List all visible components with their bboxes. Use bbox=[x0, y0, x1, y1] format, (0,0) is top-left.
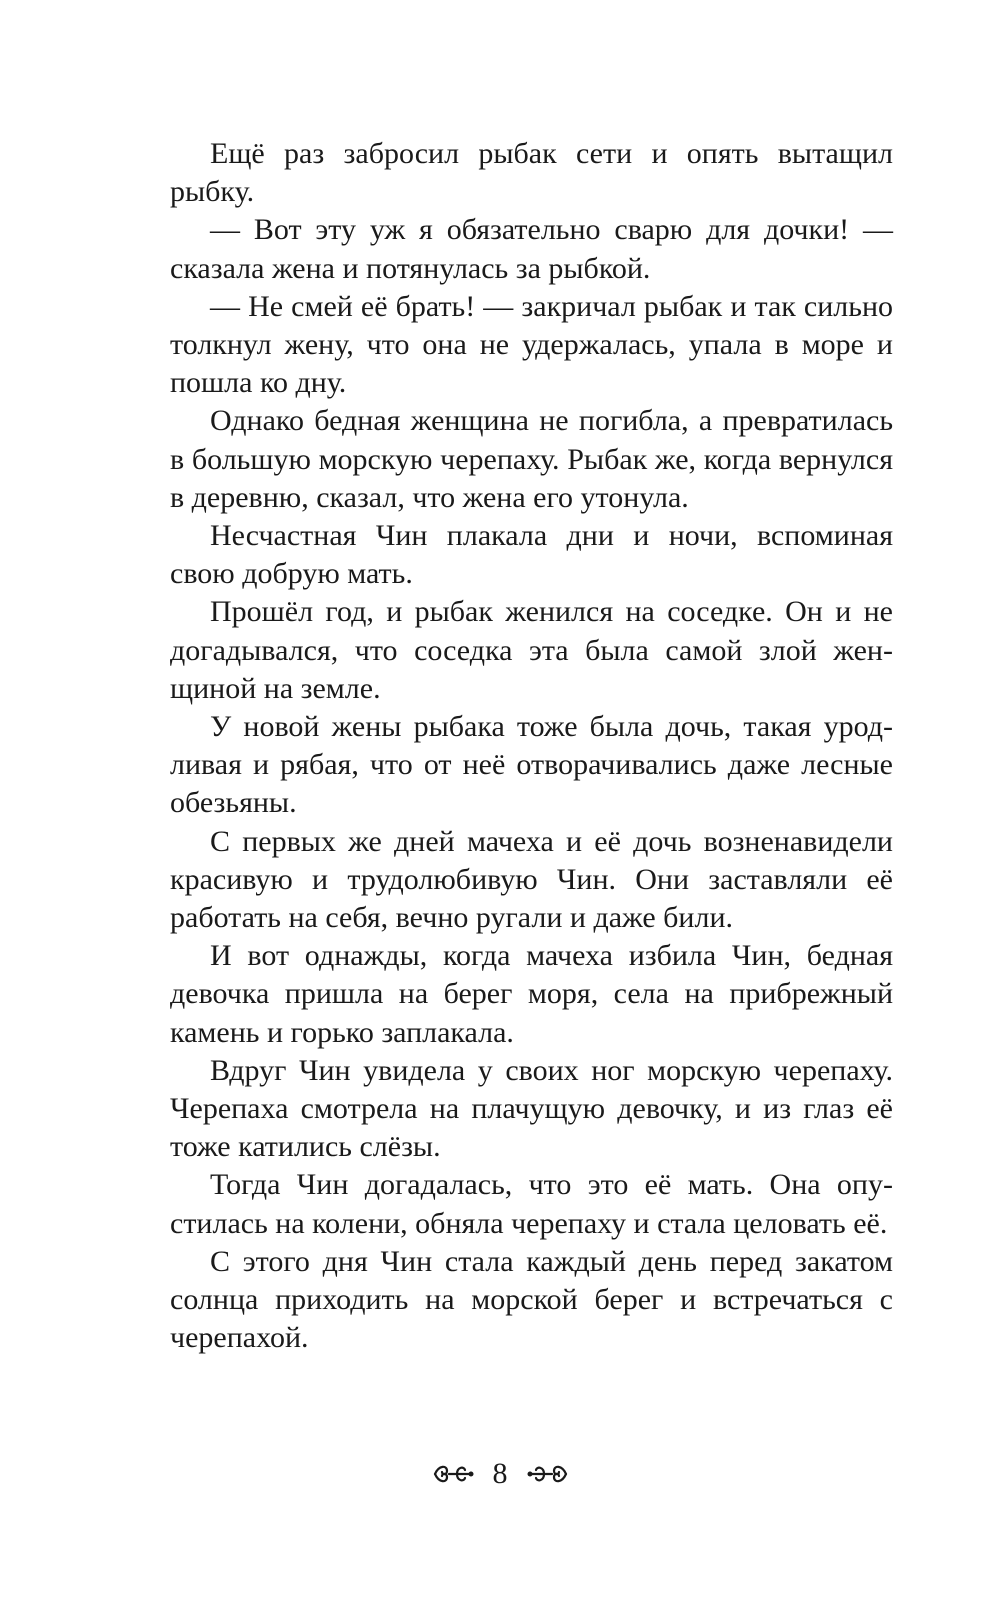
paragraph: Однако бедная женщина не погибла, а превратилась в большую морскую черепаху. Рыбак же, когда вернулся в деревню, сказал, что жена его утонула. bbox=[170, 404, 893, 514]
paragraph: Вдруг Чин увидела у своих ног морскую черепаху. Черепаха смотрела на плачущую девочку, и из глаз её тоже катились слёзы. bbox=[170, 1053, 893, 1164]
paragraph: — Не смей её брать! — закричал рыбак и так сильно толкнул жену, что она не удержалась, упала в море и пошла ко дну. bbox=[170, 289, 893, 400]
paragraph: Прошёл год, и рыбак женился на соседке. Он и не догадывался, что соседка эта была самой злой женщиной на земле. bbox=[170, 595, 893, 705]
paragraph: С первых же дней мачеха и её дочь возненавидели красивую и трудолюбивую Чин. Они заставляли её работать на себя, вечно ругали и даже били. bbox=[170, 824, 893, 935]
flourish-left-icon bbox=[431, 1459, 475, 1489]
paragraph: У новой жены рыбака тоже была дочь, такая уродливая и рябая, что от неё отворачивались даже лесные обезьяны. bbox=[170, 710, 893, 820]
paragraph: Тогда Чин догадалась, что это её мать. Она опустилась на колени, обняла черепаху и стала целовать её. bbox=[170, 1168, 893, 1240]
flourish-right-icon bbox=[526, 1459, 570, 1489]
page-body bbox=[170, 135, 893, 1358]
paragraph: — Вот эту уж я обязательно сварю для дочки! — сказала жена и потянулась за рыбкой. bbox=[170, 213, 893, 285]
paragraph: Несчастная Чин плакала дни и ночи, вспоминая свою добрую мать. bbox=[170, 519, 893, 591]
paragraph: Ещё раз забросил рыбак сети и опять вытащил рыбку. bbox=[170, 137, 893, 209]
paragraph: И вот однажды, когда мачеха избила Чин, бедная девочка пришла на берег моря, села на прибрежный камень и горько заплакала. bbox=[170, 939, 893, 1049]
paragraph: С этого дня Чин стала каждый день перед закатом солнца приходить на морской берег и встречаться с черепахой. bbox=[170, 1244, 893, 1355]
page-footer bbox=[0, 1457, 1000, 1491]
page-number: 8 bbox=[492, 1457, 508, 1490]
